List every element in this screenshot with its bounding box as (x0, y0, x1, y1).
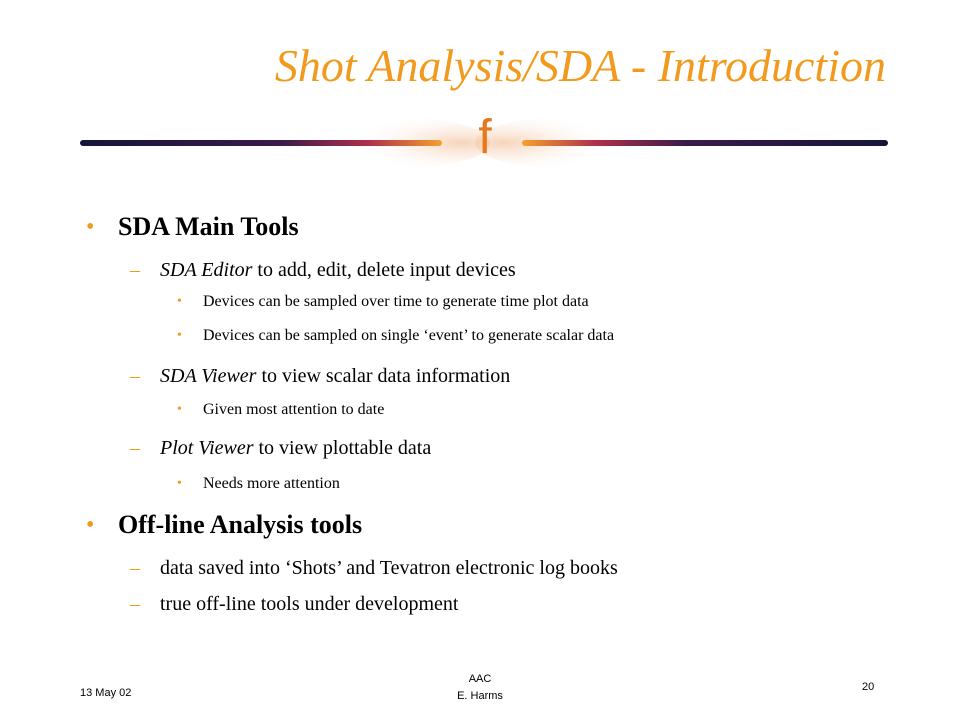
sda-viewer-description: to view scalar data information (256, 365, 511, 387)
sub-bullet-plot-viewer (130, 436, 432, 460)
sub-sub-bullet-time-plot (177, 292, 589, 312)
sub-bullet-shots-logbooks (130, 556, 618, 580)
bullet-marker: • (177, 402, 182, 417)
sub-sub-bullet-scalar (177, 326, 615, 346)
shots-logbooks-text: data saved into ‘Shots’ and Tevatron electronic log books (160, 557, 618, 579)
bullet-marker: • (177, 294, 182, 309)
bullet-marker: • (177, 476, 182, 491)
dash-marker: – (130, 259, 140, 281)
bullet-main-tools (86, 212, 299, 242)
sub-bullet-offline-dev (130, 592, 459, 616)
bullet-main-tools-heading: SDA Main Tools (118, 212, 299, 241)
footer-org: AAC (468, 673, 492, 685)
attention-text: Given most attention to date (203, 401, 385, 418)
sda-editor-description: to add, edit, delete input devices (252, 259, 516, 281)
sda-editor-name: SDA Editor (160, 259, 253, 281)
dash-marker: – (130, 365, 140, 387)
bullet-offline-heading: Off-line Analysis tools (118, 510, 363, 539)
slide-title: Shot Analysis/SDA - Introduction (274, 40, 886, 91)
plot-viewer-name: Plot Viewer (160, 437, 254, 459)
dash-marker: – (130, 557, 140, 579)
bullet-offline-tools (86, 510, 363, 540)
sub-bullet-sda-editor (130, 258, 516, 282)
plot-viewer-description: to view plottable data (253, 437, 432, 459)
divider-glyph: f (478, 111, 492, 164)
needs-attention-text: Needs more attention (203, 475, 340, 492)
sda-viewer-name: SDA Viewer (160, 365, 257, 387)
dash-marker: – (130, 437, 140, 459)
sub-sub-bullet-needs-attention (177, 474, 340, 494)
bullet-marker: • (177, 328, 182, 343)
footer-author: E. Harms (457, 690, 503, 702)
bullet-marker: • (86, 214, 95, 240)
offline-dev-text: true off-line tools under development (160, 593, 459, 615)
time-plot-text: Devices can be sampled over time to generate time plot data (203, 293, 589, 310)
footer-date: 13 May 02 (80, 687, 132, 699)
dash-marker: – (130, 593, 140, 615)
bullet-marker: • (86, 512, 95, 538)
footer-center (430, 671, 530, 705)
scalar-text: Devices can be sampled on single ‘event’ to generate scalar data (203, 327, 615, 344)
sub-bullet-sda-viewer (130, 364, 511, 388)
sub-sub-bullet-attention (177, 400, 385, 420)
footer-page-number: 20 (862, 681, 875, 693)
